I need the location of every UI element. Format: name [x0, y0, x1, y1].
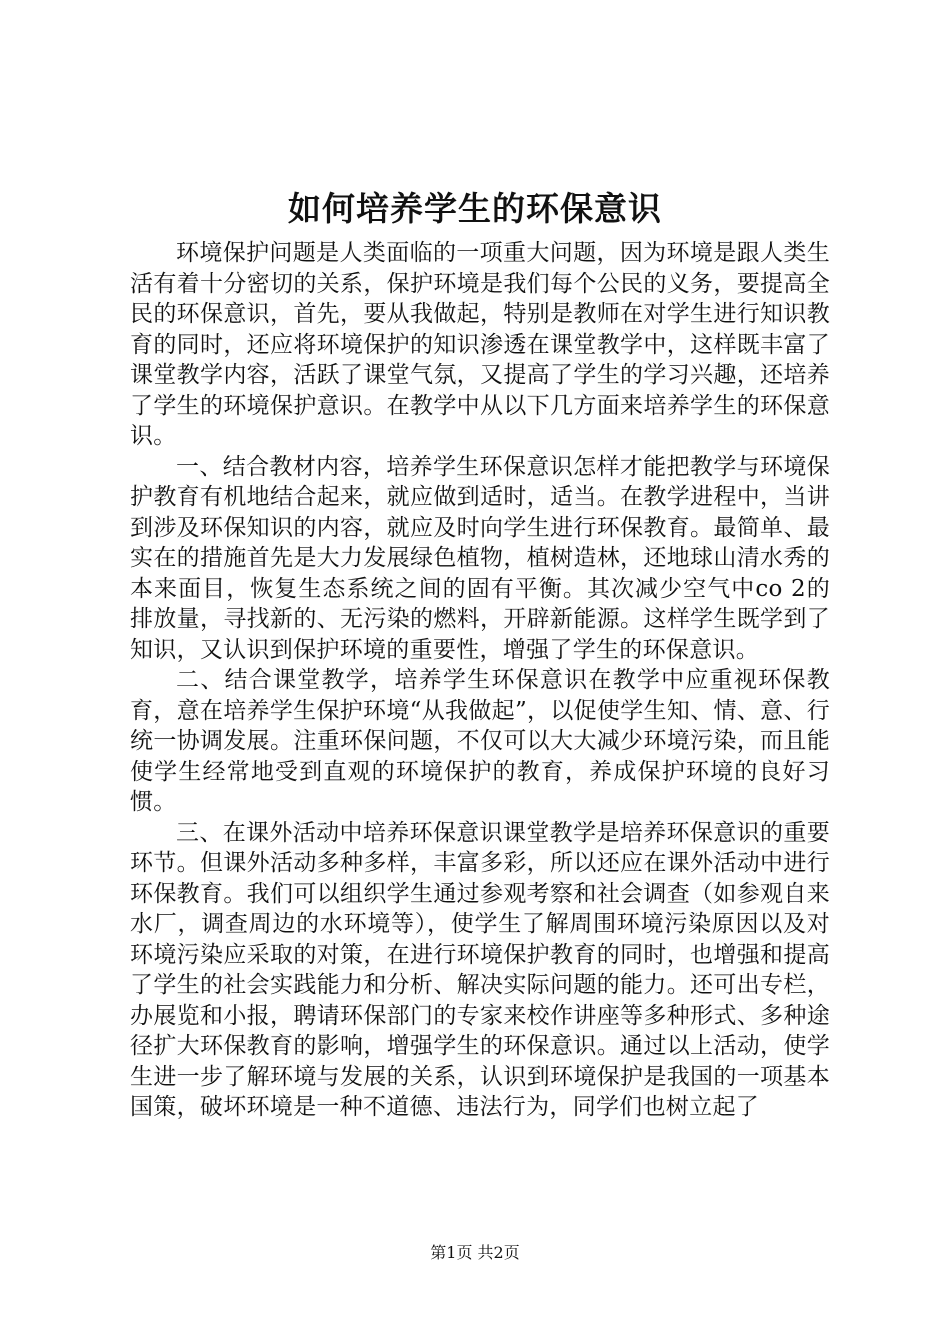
page-number: 第1页 共2页: [430, 1243, 520, 1262]
document-title: 如何培养学生的环保意识: [288, 189, 662, 228]
paragraph-section-2: 二、结合课堂教学，培养学生环保意识在教学中应重视环保教育，意在培养学生保护环境“从我做起”，以促使学生知、情、意、行统一协调发展。注重环保问题，不仅可以大大减少环境污染，而且能使学生经常地受到直观的环境保护的教育，养成保护环境的良好习惯。: [130, 667, 830, 815]
document-body: [130, 238, 830, 1123]
paragraph-intro: 环境保护问题是人类面临的一项重大问题，因为环境是跟人类生活有着十分密切的关系，保护环境是我们每个公民的义务，要提高全民的环保意识，首先，要从我做起，特别是教师在对学生进行知识教育的同时，还应将环境保护的知识渗透在课堂教学中，这样既丰富了课堂教学内容，活跃了课堂气氛，又提高了学生的学习兴趣，还培养了学生的环境保护意识。在教学中从以下几方面来培养学生的环保意识。: [130, 240, 830, 449]
paragraph-section-3: 三、在课外活动中培养环保意识课堂教学是培养环保意识的重要环节。但课外活动多种多样，丰富多彩，所以还应在课外活动中进行环保教育。我们可以组织学生通过参观考察和社会调查（如参观自来水厂，调查周边的水环境等），使学生了解周围环境污染原因以及对环境污染应采取的对策，在进行环境保护教育的同时，也增强和提高了学生的社会实践能力和分析、解决实际问题的能力。还可出专栏，办展览和小报，聘请环保部门的专家来校作讲座等多种形式、多种途径扩大环保教育的影响，增强学生的环保意识。通过以上活动，使学生进一步了解环境与发展的关系，认识到环境保护是我国的一项基本国策，破坏环境是一种不道德、违法行为，同学们也树立起了: [130, 819, 830, 1120]
paragraph-section-1: 一、结合教材内容，培养学生环保意识怎样才能把教学与环境保护教育有机地结合起来，就应做到适时，适当。在教学进程中，当讲到涉及环保知识的内容，就应及时向学生进行环保教育。最简单、最实在的措施首先是大力发展绿色植物，植树造林，还地球山清水秀的本来面目，恢复生态系统之间的固有平衡。其次减少空气中co 2的排放量，寻找新的、无污染的燃料，开辟新能源。这样学生既学到了知识，又认识到保护环境的重要性，增强了学生的环保意识。: [130, 453, 830, 663]
page-footer: [0, 1241, 950, 1265]
